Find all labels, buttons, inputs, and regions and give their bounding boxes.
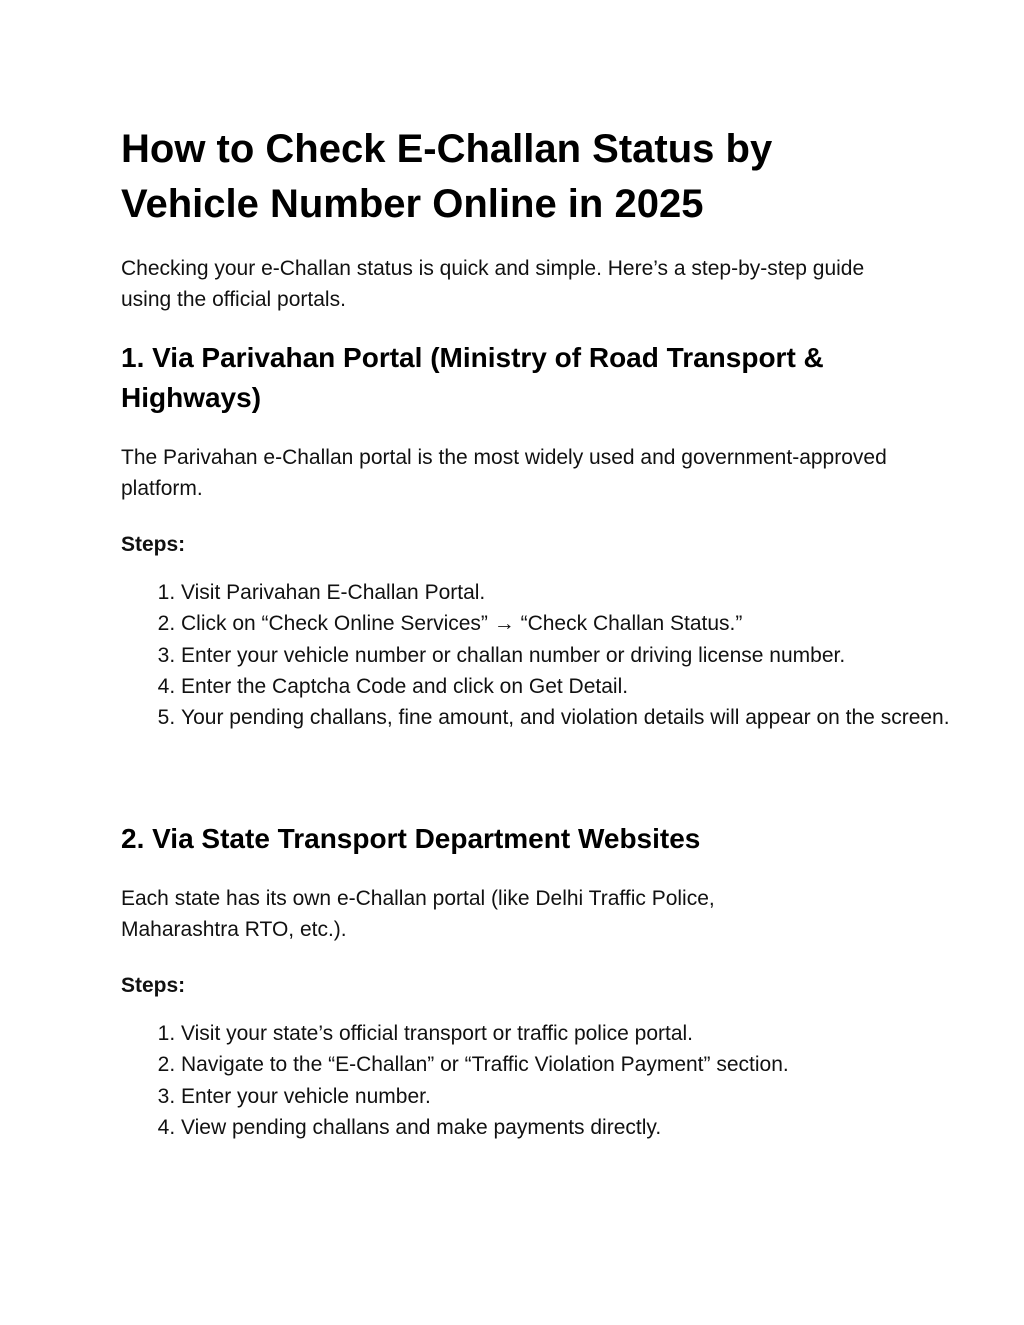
list-item: 4. Enter the Captcha Code and click on Get Detail. — [181, 671, 951, 702]
section-1-description: The Parivahan e-Challan portal is the most widely used and government-approved platform. — [121, 446, 887, 500]
list-item: 2. Click on “Check Online Services” → “Check Challan Status.” — [181, 608, 951, 639]
section-1-steps-label: Steps: — [121, 533, 186, 556]
list-item: 4. View pending challans and make payments directly. — [181, 1112, 951, 1143]
page-title: How to Check E-Challan Status by Vehicle Number Online in 2025 — [121, 127, 773, 226]
section-2-heading: 2. Via State Transport Department Websites — [121, 823, 701, 854]
list-item: 3. Enter your vehicle number or challan number or driving license number. — [181, 640, 951, 671]
list-item: 3. Enter your vehicle number. — [181, 1081, 951, 1112]
section-2-description: Each state has its own e-Challan portal (like Delhi Traffic Police, Maharashtra RTO, etc.). — [121, 887, 715, 941]
list-item: 1. Visit Parivahan E-Challan Portal. — [181, 577, 951, 608]
section-1-steps-list — [121, 577, 951, 733]
list-item: 2. Navigate to the “E-Challan” or “Traffic Violation Payment” section. — [181, 1049, 951, 1080]
intro-paragraph: Checking your e-Challan status is quick and simple. Here’s a step-by-step guide using the official portals. — [121, 257, 865, 311]
section-1-heading: 1. Via Parivahan Portal (Ministry of Road Transport & Highways) — [121, 342, 824, 413]
list-item: 1. Visit your state’s official transport or traffic police portal. — [181, 1018, 951, 1049]
section-2-steps-list — [121, 1018, 951, 1143]
list-item: 5. Your pending challans, fine amount, and violation details will appear on the screen. — [181, 702, 951, 733]
section-2-steps-label: Steps: — [121, 974, 186, 997]
